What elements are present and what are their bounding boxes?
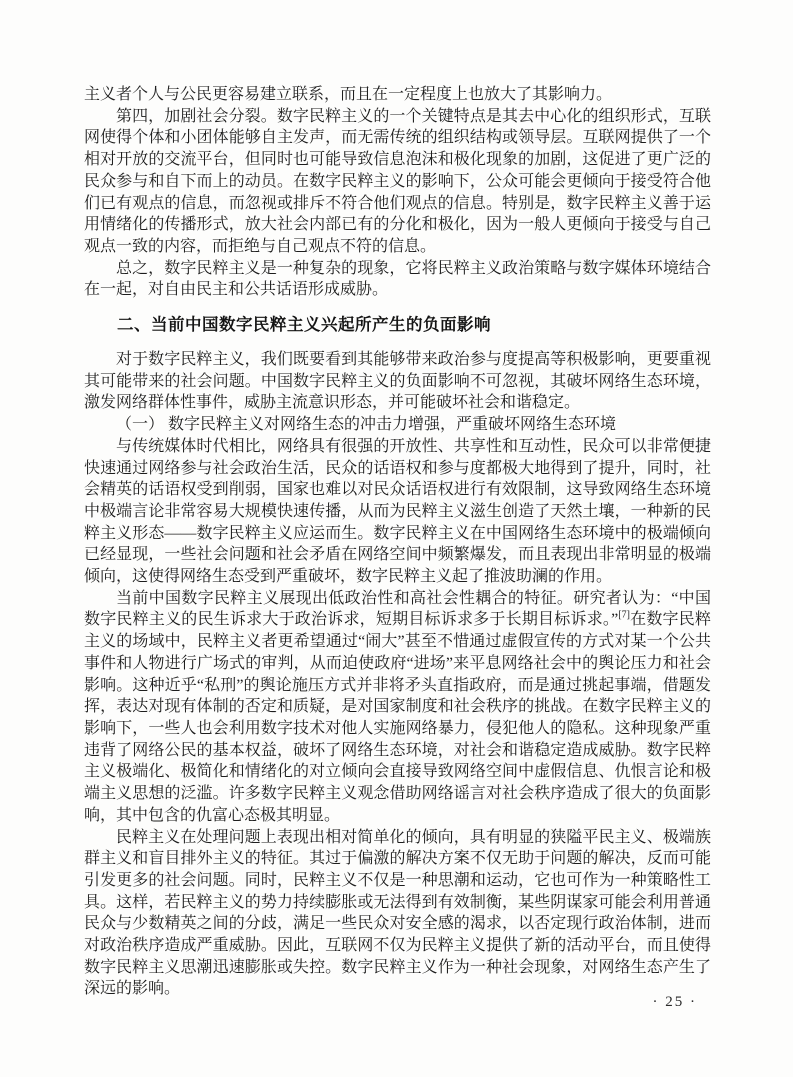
page-number: · 25 ·	[652, 994, 697, 1010]
section-heading: 二、当前中国数字民粹主义兴起所产生的负面影响	[117, 316, 491, 335]
paragraph	[84, 588, 711, 827]
paragraph-text: 当前中国数字民粹主义展现出低政治性和高社会性耦合的特征。研究者认为：“中国数字民粹主义的民生诉求大于政治诉求，短期目标诉求多于长期目标诉求。”	[84, 589, 711, 629]
footnote-reference: [7]	[618, 610, 630, 622]
paragraph-continuation: 主义者个人与公民更容易建立联系，而且在一定程度上也放大了其影响力。	[84, 86, 613, 103]
paragraph: 总之，数字民粹主义是一种复杂的现象，它将民粹主义政治策略与数字媒体环境结合在一起，对自由民主和公共话语形成威胁。	[84, 259, 711, 299]
paragraph: 对于数字民粹主义，我们既要看到其能够带来政治参与度提高等积极影响，更要重视其可能带来的社会问题。中国数字民粹主义的负面影响不可忽视，其破坏网络生态环境，激发网络群体性事件，威胁主流意识形态，并可能破坏社会和谐稳定。	[84, 351, 711, 412]
page-content	[84, 84, 711, 1000]
paragraph-text: 在数字民粹主义的场域中，民粹主义者更希望通过“闹大”甚至不惜通过虚假宣传的方式对某一个公共事件和人物进行广场式的审判，从而迫使政府“进场”来平息网络社会中的舆论压力和社会影响。这种近乎“私刑”的舆论施压方式并非将矛头直指政府，而是通过挑起事端，借题发挥，表达对现有体制的否定和质疑，是对国家制度和社会秩序的挑战。在数字民粹主义的影响下，一些人也会利用数字技术对他人实施网络暴力，侵犯他人的隐私。这种现象严重违背了网络公民的基本权益，破坏了网络生态环境，对社会和谐稳定造成威胁。数字民粹主义极端化、极简化和情绪化的对立倾向会直接导致网络空间中虚假信息、仇恨言论和极端主义思想的泛滥。许多数字民粹主义观念借助网络谣言对社会秩序造成了很大的负面影响，其中包含的仇富心态极其明显。	[84, 611, 711, 824]
paragraph: 民粹主义在处理问题上表现出相对简单化的倾向，具有明显的狭隘平民主义、极端族群主义和盲目排外主义的特征。其过于偏激的解决方案不仅无助于问题的解决，反而可能引发更多的社会问题。同时，民粹主义不仅是一种思潮和运动，它也可作为一种策略性工具。这样，若民粹主义的势力持续膨胀或无法得到有效制衡，某些阴谋家可能会利用普通民众与少数精英之间的分歧，满足一些民众对安全感的渴求，以否定现行政治体制，进而对政治秩序造成严重威胁。因此，互联网不仅为民粹主义提供了新的活动平台，而且使得数字民粹主义思潮迅速膨胀或失控。数字民粹主义作为一种社会现象，对网络生态产生了深远的影响。	[84, 828, 711, 998]
paragraph: 第四，加剧社会分裂。数字民粹主义的一个关键特点是其去中心化的组织形式，互联网使得个体和小团体能够自主发声，而无需传统的组织结构或领导层。互联网提供了一个相对开放的交流平台，但同时也可能导致信息泡沫和极化现象的加剧，这促进了更广泛的民众参与和自下而上的动员。在数字民粹主义的影响下，公众可能会更倾向于接受符合他们已有观点的信息，而忽视或排斥不符合他们观点的信息。特别是，数字民粹主义善于运用情绪化的传播形式，放大社会内部已有的分化和极化，因为一般人更倾向于接受与自己观点一致的内容，而拒绝与自己观点不符的信息。	[84, 107, 711, 255]
subsection-heading: （一） 数字民粹主义对网络生态的冲击力增强，严重破坏网络生态环境	[116, 416, 617, 434]
paragraph: 与传统媒体时代相比，网络具有很强的开放性、共享性和互动性，民众可以非常便捷快速通过网络参与社会政治生活，民众的话语权和参与度都极大地得到了提升，同时，社会精英的话语权受到削弱，国家也难以对民众话语权进行有效限制，这导致网络生态环境中极端言论非常容易大规模快速传播，从而为民粹主义滋生创造了天然土壤，一种新的民粹主义形态——数字民粹主义应运而生。数字民粹主义在中国网络生态环境中的极端倾向已经显现，一些社会问题和社会矛盾在网络空间中频繁爆发，而且表现出非常明显的极端倾向，这使得网络生态受到严重破坏，数字民粹主义起了推波助澜的作用。	[84, 437, 711, 586]
